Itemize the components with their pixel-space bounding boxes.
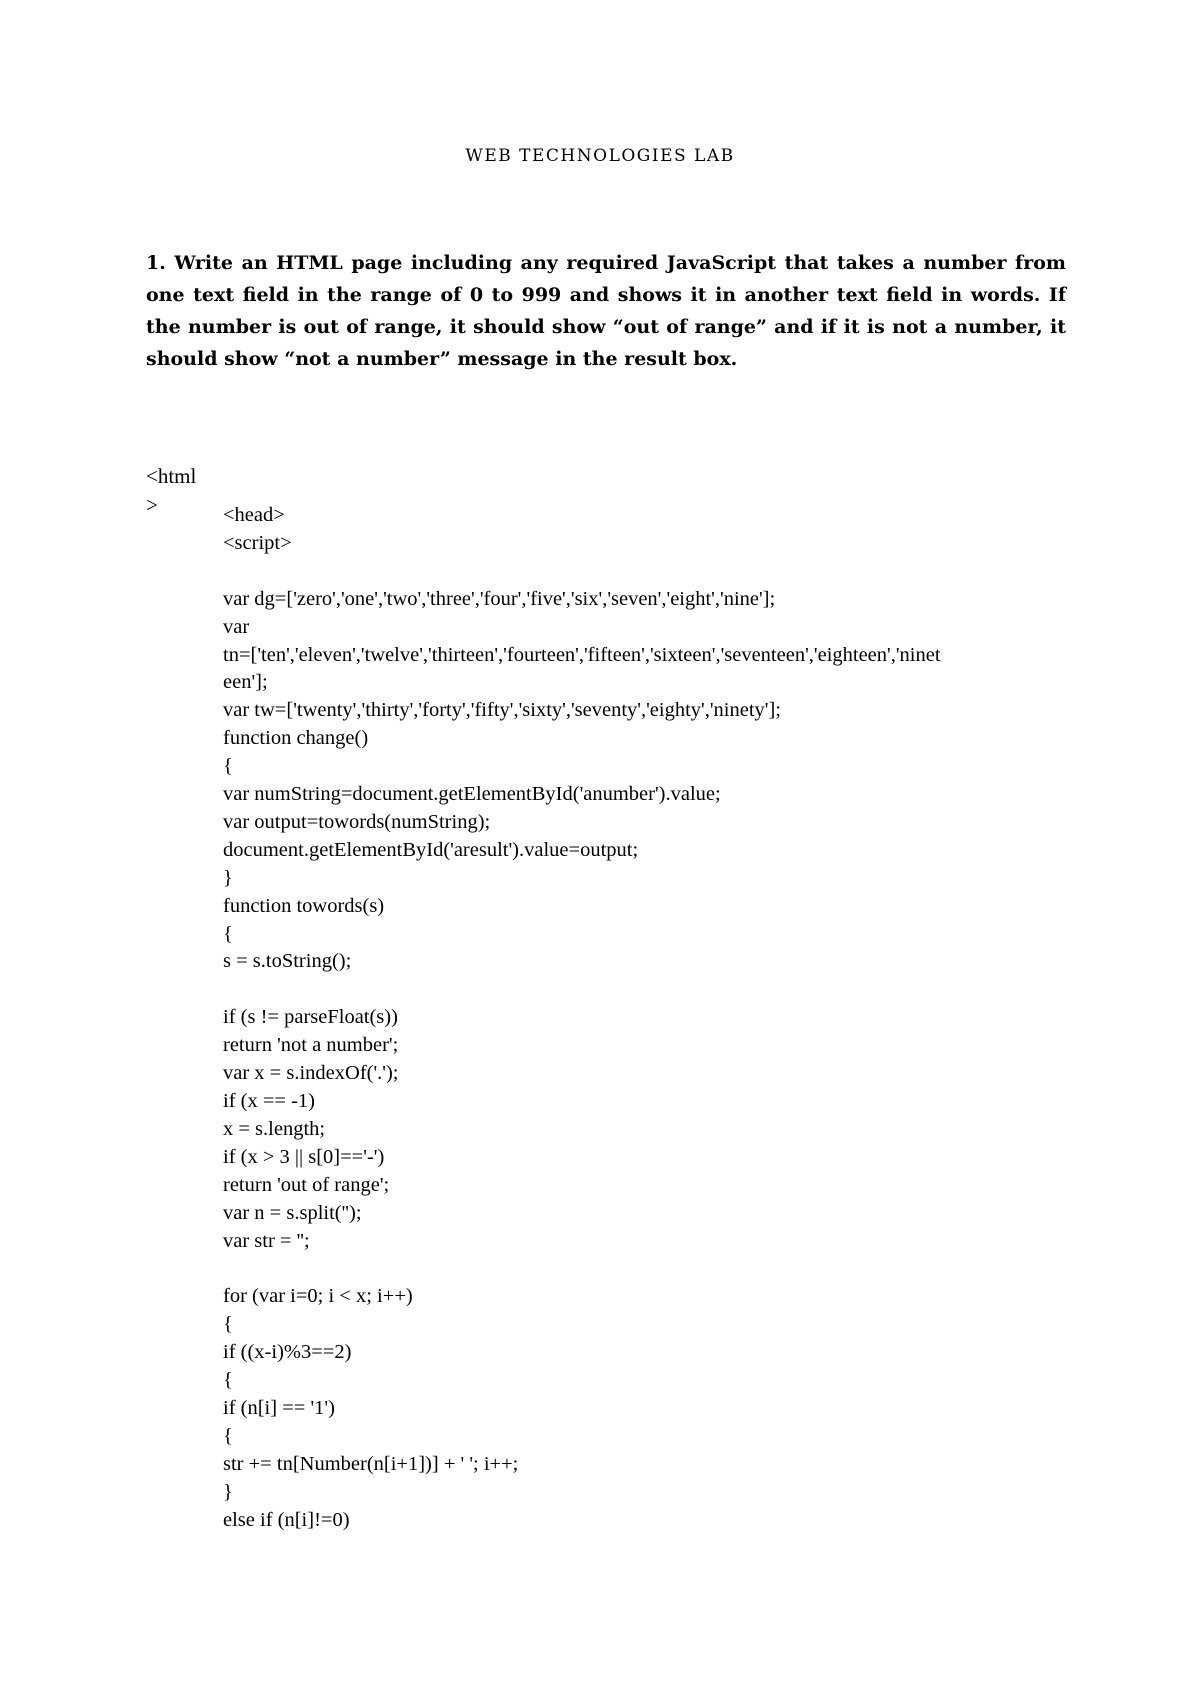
code-line: return 'not a number'; <box>223 1034 399 1057</box>
code-line: else if (n[i]!=0) <box>223 1508 350 1531</box>
code-line <box>223 558 1083 586</box>
code-line: } <box>223 866 233 889</box>
code-line: function towords(s) <box>223 894 385 917</box>
code-line <box>223 1255 1083 1283</box>
code-line: { <box>223 1369 233 1392</box>
code-line: if (s != parseFloat(s)) <box>223 1006 398 1029</box>
code-line: x = s.length; <box>223 1117 326 1140</box>
code-line: <script> <box>223 531 292 554</box>
question-text: 1. Write an HTML page including any required JavaScript that takes a number from one text field in the range of 0 to 999 and shows it in another text field in words. If the number is out of range, it should show “out of range” and if it is not a number, it should show “not a number” message in the result box. <box>146 252 1066 370</box>
code-line: return 'out of range'; <box>223 1173 390 1196</box>
code-line: een']; <box>223 671 268 694</box>
code-line: var <box>223 615 250 638</box>
code-line: { <box>223 755 233 778</box>
code-line: <head> <box>223 504 285 526</box>
code-line: s = s.toString(); <box>223 950 352 973</box>
code-line: { <box>223 922 233 945</box>
code-line: var str = ''; <box>223 1229 310 1252</box>
code-line: if (n[i] == '1') <box>223 1396 335 1419</box>
code-line: var dg=['zero','one','two','three','four','five','six','seven','eight','nine']; <box>223 587 776 610</box>
code-line: if (x > 3 || s[0]=='-') <box>223 1145 385 1168</box>
code-line: function change() <box>223 727 369 750</box>
code-line: tn=['ten','eleven','twelve','thirteen','fourteen','fifteen','sixteen','seventeen','eighteen','ninet <box>223 643 941 666</box>
code-line: var numString=document.getElementById('anumber').value; <box>223 783 721 806</box>
code-line: var n = s.split(''); <box>223 1201 362 1224</box>
code-line: for (var i=0; i < x; i++) <box>223 1285 413 1308</box>
document-title: WEB TECHNOLOGIES LAB <box>465 146 735 166</box>
code-line: var output=towords(numString); <box>223 810 491 833</box>
html-open-tag: <html> <box>146 464 197 517</box>
code-line: { <box>223 1313 233 1336</box>
code-line: var tw=['twenty','thirty','forty','fifty','sixty','seventy','eighty','ninety']; <box>223 699 782 722</box>
code-line: str += tn[Number(n[i+1])] + ' '; i++; <box>223 1452 519 1475</box>
code-line: } <box>223 1480 233 1503</box>
code-line: var x = s.indexOf('.'); <box>223 1062 399 1085</box>
code-listing <box>223 502 1083 1534</box>
code-line: if (x == -1) <box>223 1090 315 1112</box>
code-line: document.getElementById('aresult').value=output; <box>223 838 639 861</box>
code-line <box>223 976 1083 1004</box>
code-line: { <box>223 1424 233 1447</box>
code-line: if ((x-i)%3==2) <box>223 1341 352 1364</box>
